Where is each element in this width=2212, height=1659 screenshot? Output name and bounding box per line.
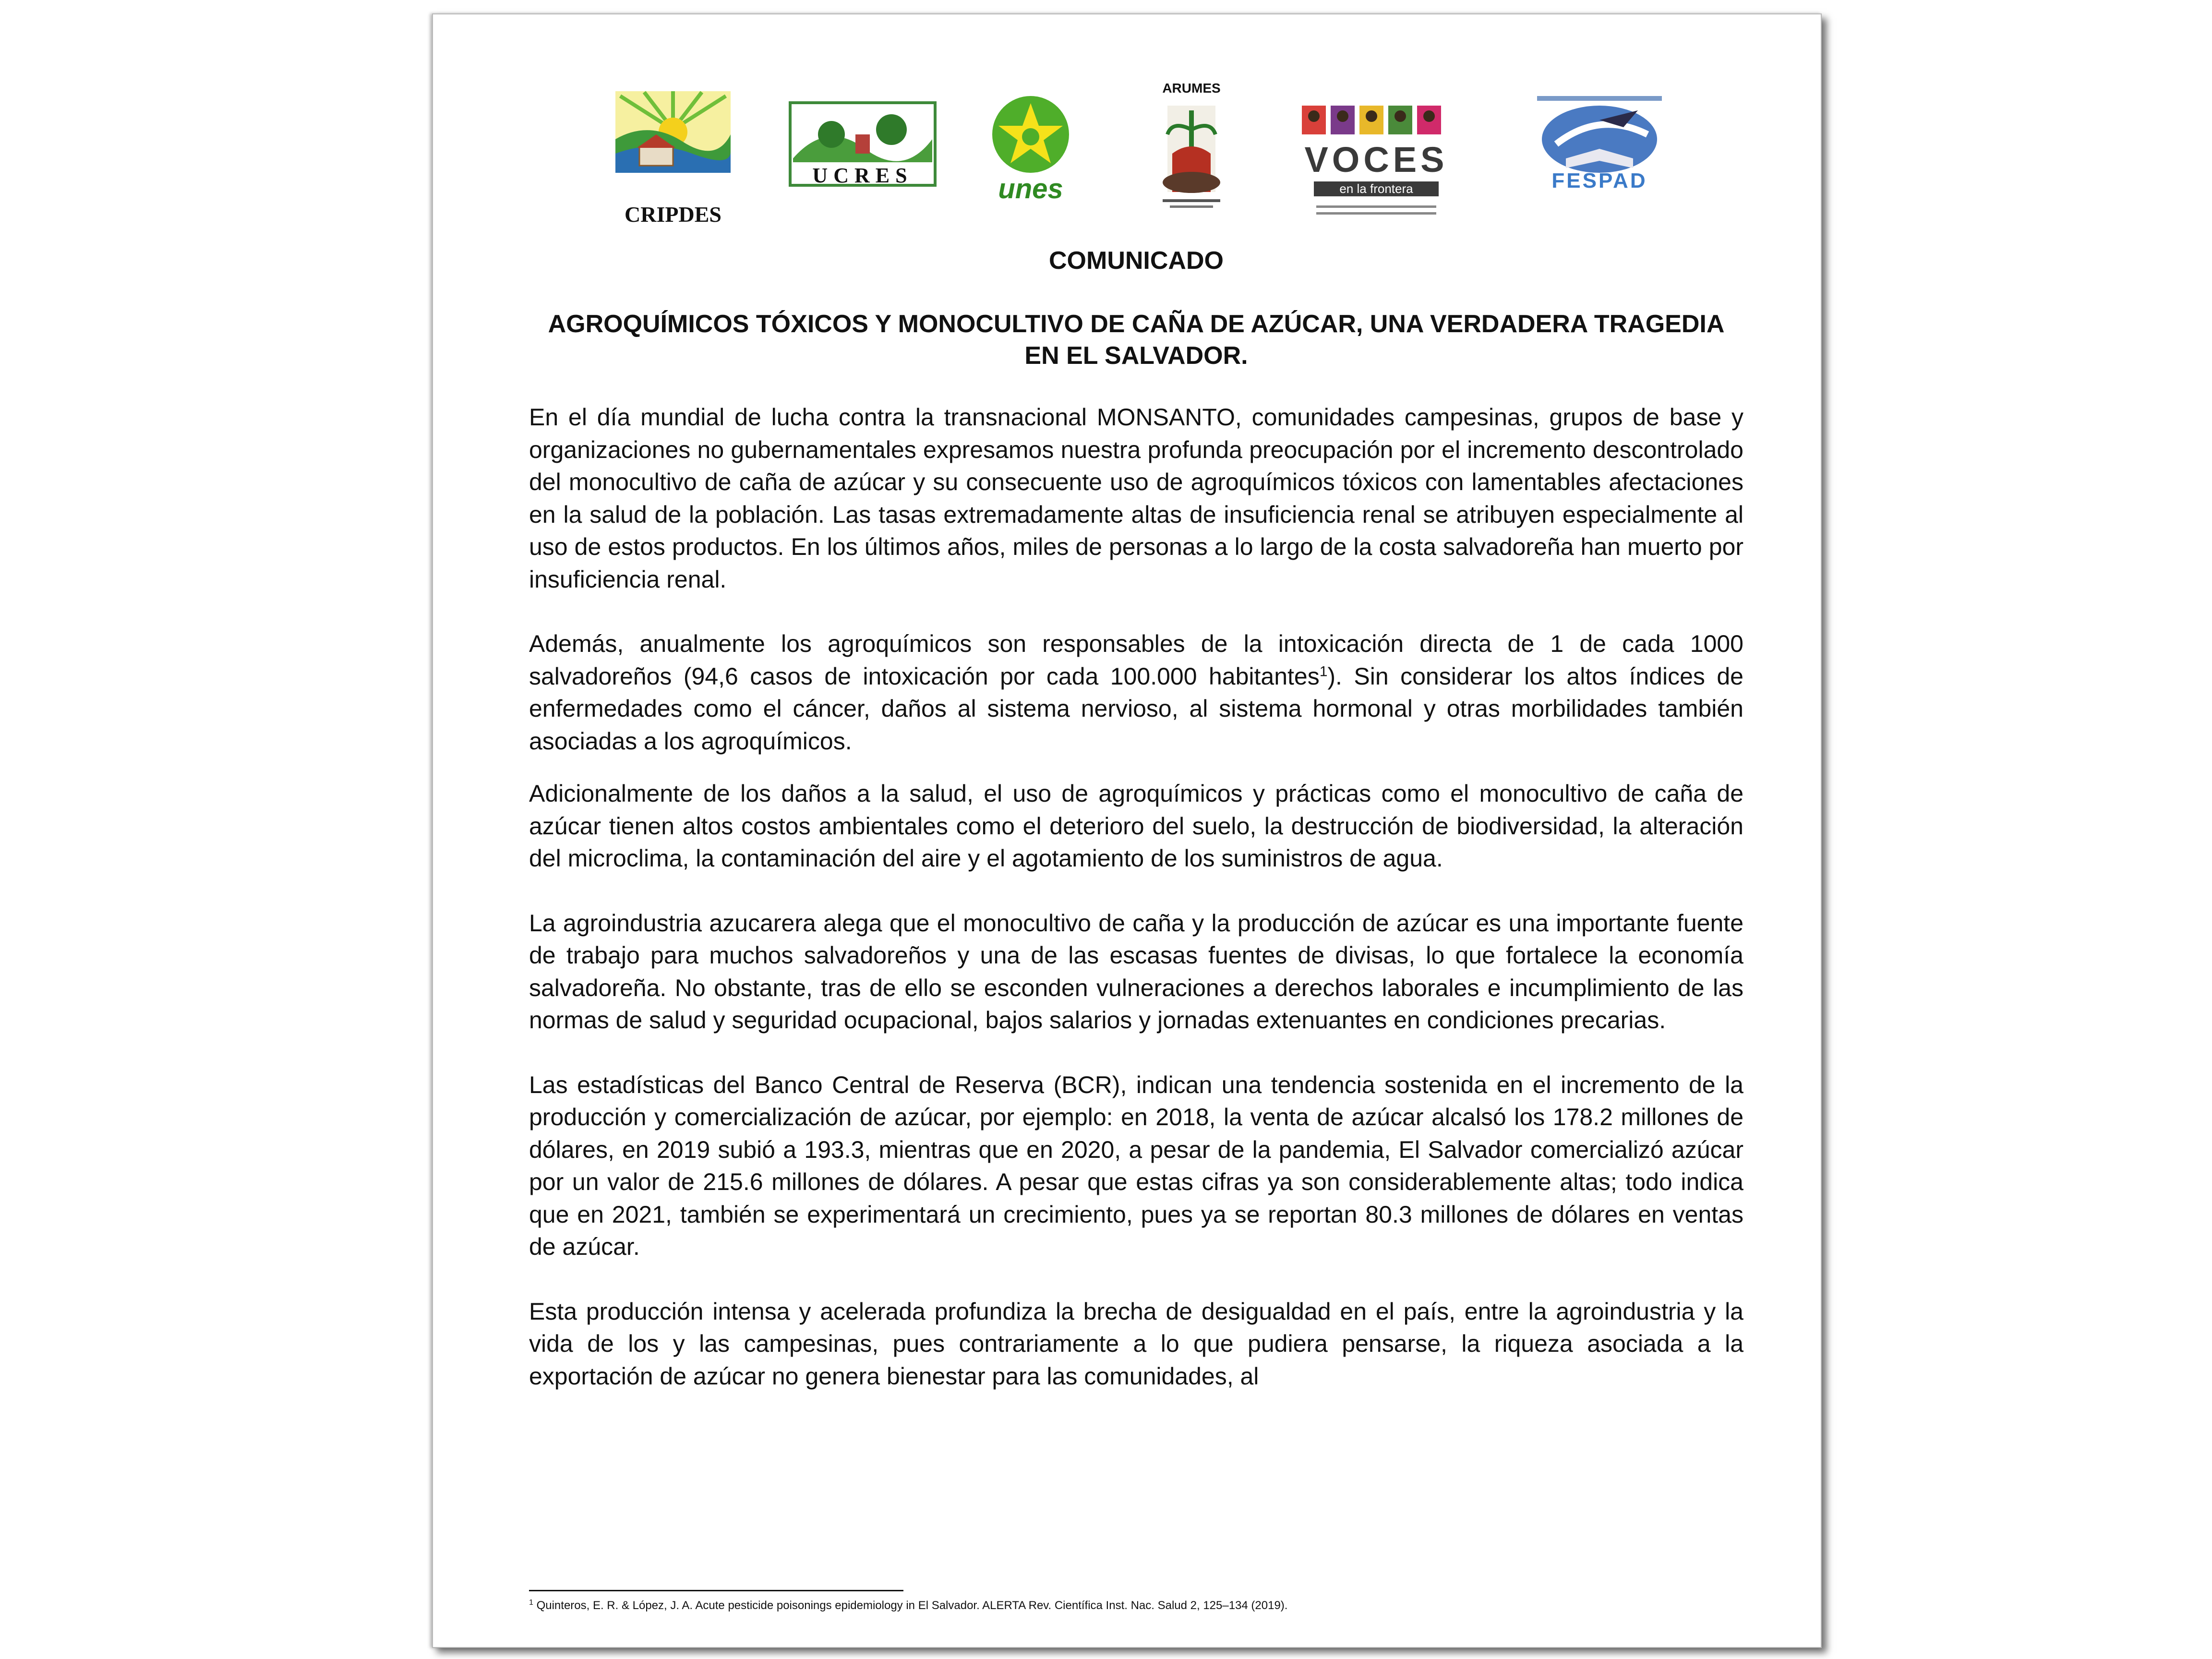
paragraph-2-part-b: ). Sin considerar los altos índices de enfermedades como el cáncer, daños al sistema nervioso, al sistema hormonal y otras morbilidades también asociadas a los agroquímicos. bbox=[529, 662, 1743, 755]
paragraph-5: Las estadísticas del Banco Central de Reserva (BCR), indican una tendencia sostenida en el incremento de la producción y comercialización de azúcar, por ejemplo: en 2018, la venta de azúcar alcalsó los 178.2 millones de dólares, en 2019 subió a 193.3, mientras que en 2020, a pesar de la pandemia, El Salvador comercializó azúcar por un valor de 215.6 millones de dólares. A pesar que estas cifras ya son considerablemente altas; todo indica que en 2021, también se experimentará un crecimiento, pues ya se reportan 80.3 millones de dólares en ventas de azúcar. bbox=[529, 1071, 1743, 1260]
voces-logo bbox=[1297, 77, 1455, 235]
footnote-text: Quinteros, E. R. & López, J. A. Acute pesticide poisonings epidemiology in El Salvador. ALERTA Rev. Científica Inst. Nac. Salud 2, 125–134 (2019). bbox=[536, 1599, 1288, 1612]
ucres-logo bbox=[788, 77, 937, 235]
paragraph-3: Adicionalmente de los daños a la salud, el uso de agroquímicos y prácticas como el monocultivo de caña de azúcar tienen altos costos ambientales como el deterioro del suelo, la destrucción de biodiversidad, la alteración del microclima, la contaminación del aire y el agotamiento de los suministros de agua. bbox=[529, 780, 1743, 872]
voces-logo-name: VOCES bbox=[1304, 140, 1448, 180]
fespad-logo bbox=[1527, 77, 1671, 235]
arumes-logo bbox=[1143, 77, 1239, 235]
footnote-marker: 1 bbox=[529, 1599, 533, 1607]
paragraph-1: En el día mundial de lucha contra la transnacional MONSANTO, comunidades campesinas, grupos de base y organizaciones no gubernamentales expresamos nuestra profunda preocupación por el incremento descontrolado del monocultivo de caña de azúcar y su consecuente uso de agroquímicos tóxicos con lamentables afectaciones en la salud de la población. Las tasas extremadamente altas de insuficiencia renal se atribuyen especialmente al uso de estos productos. En los últimos años, miles de personas a lo largo de la costa salvadoreña han muerto por insuficiencia renal. bbox=[529, 404, 1743, 593]
paragraph-2 bbox=[529, 628, 1743, 757]
voces-logo-sub: en la frontera bbox=[1314, 181, 1439, 196]
paragraph-2-part-a: Además, anualmente los agroquímicos son responsables de la intoxicación directa de 1 de cada 1000 salvadoreños (94,6 casos de intoxicación por cada 100.000 habitantes bbox=[529, 630, 1743, 690]
cripdes-logo-name: CRIPDES bbox=[625, 202, 721, 227]
document-page bbox=[432, 13, 1822, 1648]
logo-strip bbox=[433, 77, 1821, 235]
paragraph-6: Esta producción intensa y acelerada profundiza la brecha de desigualdad en el país, entre la agroindustria y la vida de los y las campesinas, pues contrariamente a lo que pudiera pensarse, la riqueza asociada a la exportación de azúcar no genera bienestar para las comunidades, al bbox=[529, 1298, 1743, 1390]
paragraph-4: La agroindustria azucarera alega que el monocultivo de caña y la producción de azúcar es una importante fuente de trabajo para muchos salvadoreños y una de las escasas fuentes de divisas, lo que fortalece la economía salvadoreña. No obstante, tras de ello se esconden vulneraciones a derechos laborales e incumplimiento de las normas de salud y seguridad ocupacional, bajos salarios y jornadas extenuantes en condiciones precarias. bbox=[529, 909, 1743, 1034]
document-heading: COMUNICADO bbox=[1049, 247, 1224, 275]
document-body bbox=[529, 245, 1743, 1393]
arumes-logo-name: ARUMES bbox=[1162, 81, 1221, 96]
ucres-logo-name: UCRES bbox=[812, 164, 913, 187]
document-title: AGROQUÍMICOS TÓXICOS Y MONOCULTIVO DE CAÑA DE AZÚCAR, UNA VERDADERA TRAGEDIA EN EL SALVADOR. bbox=[548, 310, 1725, 370]
unes-logo bbox=[985, 77, 1076, 235]
unes-logo-name: unes bbox=[998, 173, 1063, 204]
footnote-reference[interactable]: 1 bbox=[1319, 663, 1328, 679]
footnote bbox=[529, 1598, 1743, 1614]
cripdes-logo bbox=[611, 77, 735, 235]
footnote-divider bbox=[529, 1590, 903, 1591]
fespad-logo-name: FESPAD bbox=[1551, 169, 1647, 192]
